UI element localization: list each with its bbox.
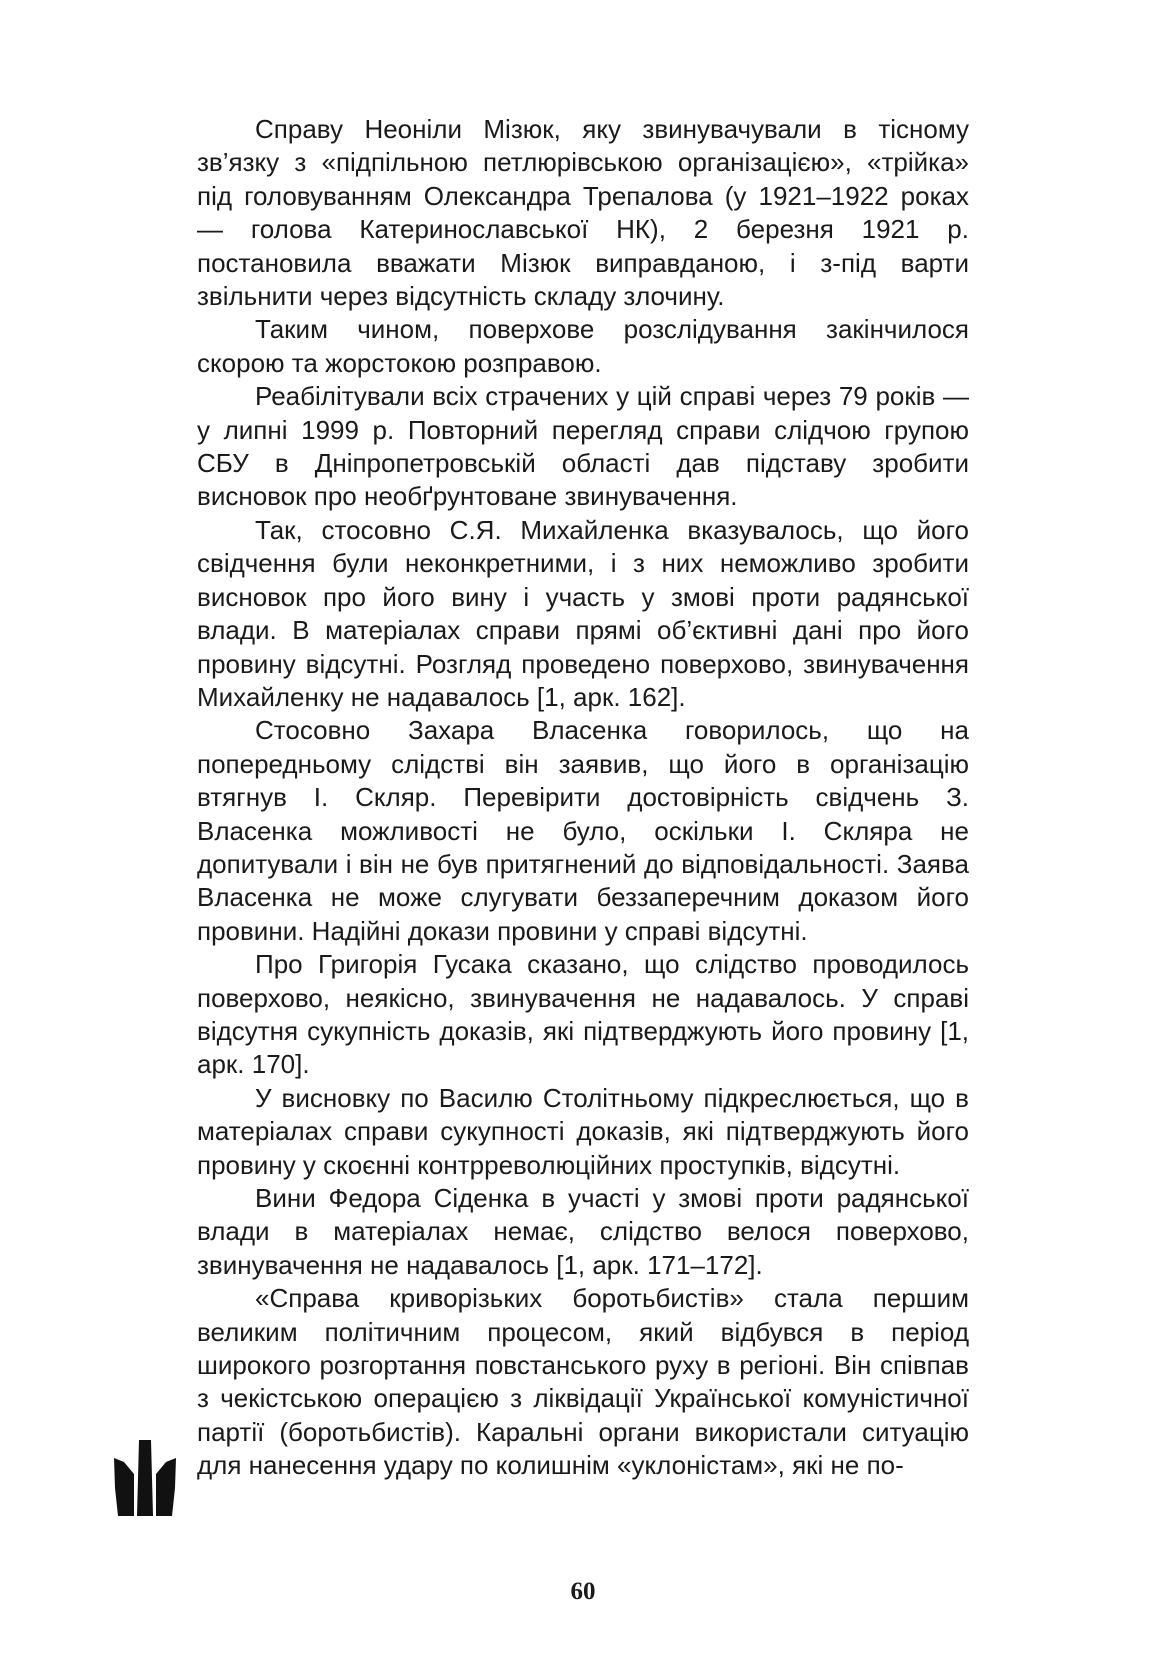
paragraph: Таким чином, поверхове розслідування закінчилося скорою та жорстокою розправою. bbox=[197, 314, 969, 378]
paragraph: Справу Неоніли Мізюк, яку звинувачували в тісному зв’язку з «підпільною петлюрівською організацією», «трійка» під головуванням Олександра Трепалова (у 1921–1922 роках — голова Катеринославської НК), 2 березня 1921 р. постановила вважати Мізюк виправданою, і з-під варти звільнити через відсутність складу злочину. bbox=[197, 114, 969, 312]
body-text bbox=[197, 113, 969, 1483]
paragraph: У висновку по Василю Столітньому підкреслюється, що в матеріалах справи сукупності доказів, які підтверджують його провину у скоєнні контрреволюційних проступків, відсутні. bbox=[197, 1082, 969, 1180]
trident-emblem-icon bbox=[112, 1440, 178, 1516]
paragraph: Вини Федора Сіденка в участі у змові проти радянської влади в матеріалах немає, слідство велося поверхово, звинувачення не надавалось [1, арк. 171–172]. bbox=[197, 1183, 969, 1280]
paragraph: Стосовно Захара Власенка говорилось, що на попередньому слідстві він заявив, що його в організацію втягнув І. Скляр. Перевірити достовірність свідчень З. Власенка можливості не було, оскільки І. Скляра не допитували і він не був притягнений до відповідальності. Заява Власенка не може слугувати беззаперечним доказом його провини. Надійні докази провини у справі відсутні. bbox=[197, 715, 969, 946]
paragraph: Так, стосовно С.Я. Михайленка вказувалось, що його свідчення були неконкретними, і з них неможливо зробити висновок про його вину і участь у змові проти радянської влади. В матеріалах справи прямі об’єктивні дані про його провину відсутні. Розгляд проведено поверхово, звинувачення Михайленку не надавалось [1, арк. 162]. bbox=[197, 514, 969, 712]
paragraph: Про Григорія Гусака сказано, що слідство проводилось поверхово, неякісно, звинувачення не надавалось. У справі відсутня сукупність доказів, які підтверджують його провину [1, арк. 170]. bbox=[197, 949, 969, 1080]
page-number: 60 bbox=[570, 1578, 596, 1605]
paragraph: «Справа криворізьких боротьбистів» стала першим великим політичним процесом, який відбувся в період широкого розгортання повстанського руху в регіоні. Він співпав з чекістською операцією з ліквідації Української комуністичної партії (боротьбистів). Каральні органи використали ситуацію для нанесення удару по колишнім «уклоністам», які не по- bbox=[197, 1283, 969, 1481]
paragraph: Реабілітували всіх страчених у цій справі через 79 років — у липні 1999 р. Повторний перегляд справи слідчою групою СБУ в Дніпропетровській області дав підставу зробити висновок про необґрунтоване звинувачення. bbox=[197, 381, 969, 512]
